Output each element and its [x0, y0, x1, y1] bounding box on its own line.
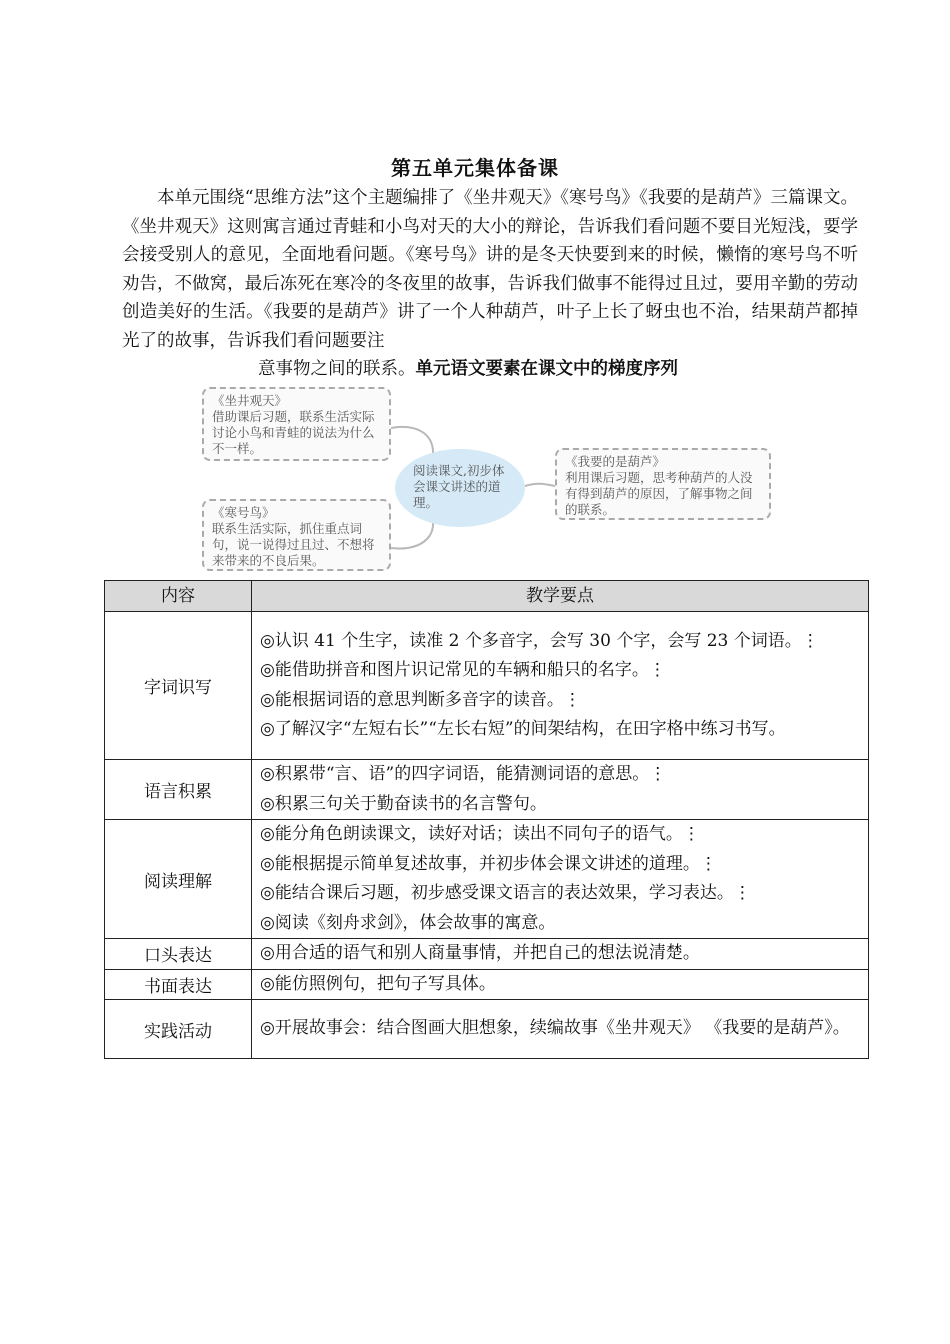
diagram-box-woyaodeshihulu [555, 448, 771, 520]
diagram-box-zuojingguantian [202, 387, 391, 461]
row-points [252, 1000, 869, 1059]
point-item: ◎能借助拼音和图片识记常见的车辆和船只的名字。⋮ [260, 660, 666, 680]
row-category: 语言积累 [105, 760, 252, 820]
intro-end-text: 意事物之间的联系。 [258, 359, 416, 379]
header-content: 内容 [105, 581, 252, 612]
row-category: 实践活动 [105, 1000, 252, 1059]
diagram-center-node: 阅读课文,初步体会课文讲述的道理。 [395, 449, 525, 527]
point-item: ◎能仿照例句，把句子写具体。 [260, 973, 496, 994]
point-item: ◎能分角色朗读课文，读好对话；读出不同句子的语气。⋮ [260, 824, 700, 844]
intro-last-line [258, 356, 818, 382]
row-category: 阅读理解 [105, 820, 252, 939]
point-item: ◎认识 41 个生字，读准 2 个多音字，会写 30 个字，会写 23 个词语。⋮ [260, 630, 819, 651]
table-row [105, 820, 869, 939]
point-item: ◎阅读《刻舟求剑》，体会故事的寓意。 [260, 912, 556, 933]
page-title: 第五单元集体备课 [391, 156, 559, 180]
point-item: ◎积累三句关于勤奋读书的名言警句。 [260, 793, 547, 814]
intro-paragraph: 本单元围绕“思维方法”这个主题编排了《坐井观天》《寒号鸟》《我要的是葫芦》三篇课文。《坐井观天》这则寓言通过青蛙和小鸟对天的大小的辩论，告诉我们看问题不要目光短浅，要学会接受别人的意见，全面地看问题。《寒号鸟》讲的是冬天快要到来的时候，懒惰的寒号鸟不听劝告，不做窝，最后冻死在寒冷的冬夜里的故事，告诉我们做事不能得过且过，要用辛勤的劳动创造美好的生活。《我要的是葫芦》讲了一个人种葫芦，叶子上长了蚜虫也不治，结果葫芦都掉光了的故事，告诉我们看问题要注 [122, 188, 858, 351]
diagram-box-hanhaoniao [202, 499, 391, 571]
box-text: 联系生活实际，抓住重点词句，说一说得过且过、不想将来带来的不良后果。 [212, 521, 375, 568]
point-item: ◎能结合课后习题，初步感受课文语言的表达效果，学习表达。⋮ [260, 883, 751, 903]
row-category: 字词识写 [105, 612, 252, 760]
table-row [105, 969, 869, 1000]
box-title: 《坐井观天》 [212, 393, 288, 408]
row-points [252, 820, 869, 939]
point-item: ◎了解汉字“左短右长”“左长右短”的间架结构，在田字格中练习书写。 [260, 719, 786, 739]
row-points [252, 760, 869, 820]
table-row [105, 939, 869, 970]
point-item: ◎开展故事会：结合图画大胆想象，续编故事《坐井观天》 《我要的是葫芦》。 [260, 1018, 850, 1039]
point-item: ◎积累带“言、语”的四字词语，能猜测词语的意思。⋮ [260, 764, 667, 784]
box-text: 借助课后习题，联系生活实际讨论小鸟和青蛙的说法为什么不一样。 [212, 409, 375, 456]
row-points [252, 939, 869, 970]
point-item: ◎能根据提示简单复述故事，并初步体会课文讲述的道理。⋮ [260, 853, 717, 874]
header-teaching-points: 教学要点 [252, 581, 869, 612]
table-row [105, 760, 869, 820]
point-item: ◎用合适的语气和别人商量事情，并把自己的想法说清楚。 [260, 943, 700, 963]
table-row [105, 1000, 869, 1059]
row-points [252, 612, 869, 760]
box-title: 《寒号鸟》 [212, 505, 275, 520]
row-category: 口头表达 [105, 939, 252, 970]
table-row [105, 612, 869, 760]
row-category: 书面表达 [105, 969, 252, 1000]
table-header-row [105, 581, 869, 612]
connector-line-3 [525, 484, 555, 486]
concept-diagram [195, 382, 780, 582]
box-text: 利用课后习题，思考种葫芦的人没有得到葫芦的原因，了解事物之间的联系。 [565, 470, 753, 517]
row-points [252, 969, 869, 1000]
point-item: ◎能根据词语的意思判断多音字的读音。⋮ [260, 689, 581, 710]
box-title: 《我要的是葫芦》 [565, 454, 666, 469]
teaching-points-table [104, 580, 869, 1059]
diagram-subheading: 单元语文要素在课文中的梯度序列 [415, 359, 678, 379]
